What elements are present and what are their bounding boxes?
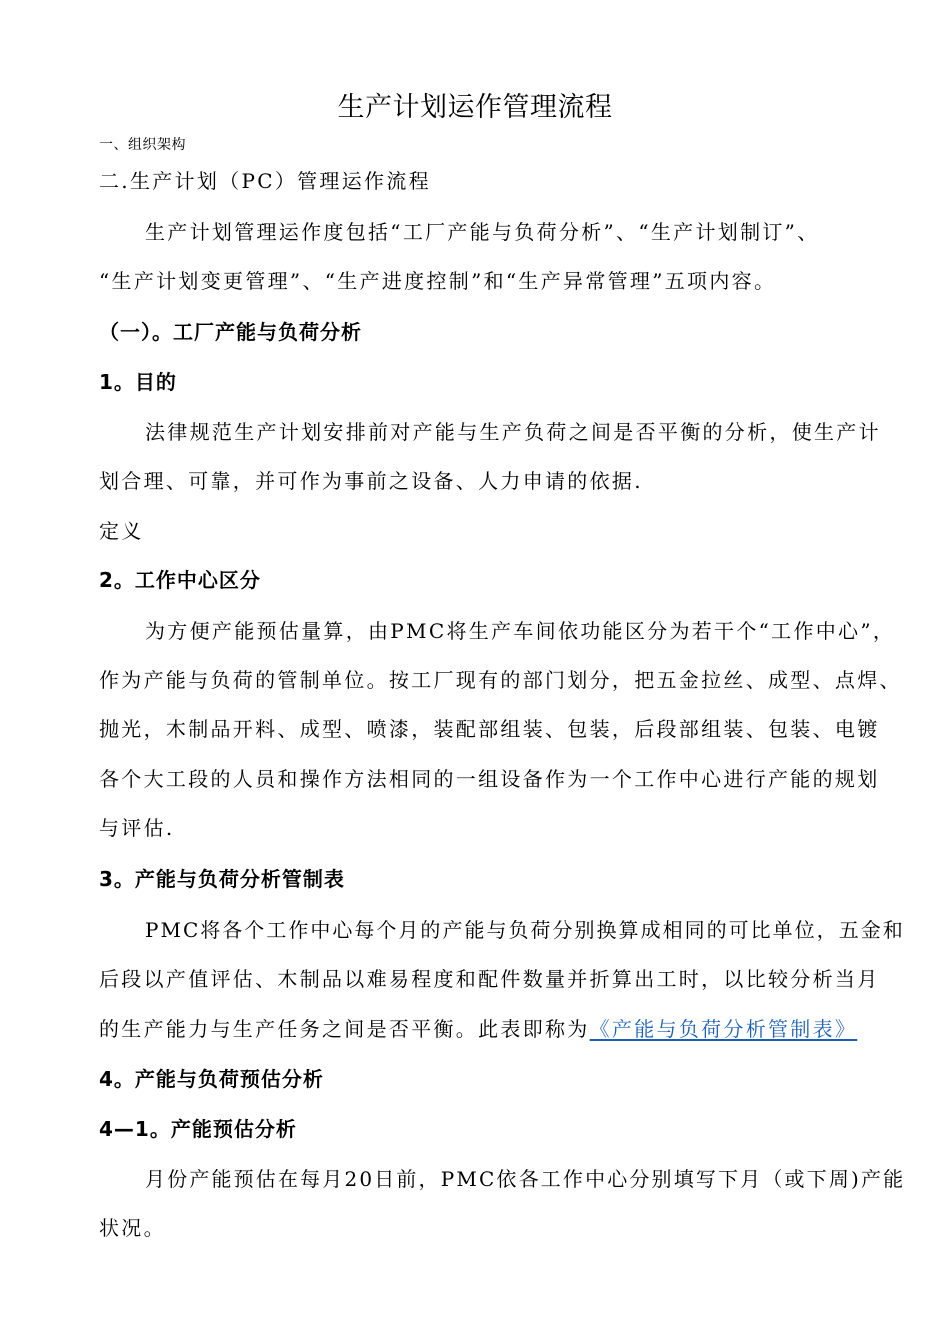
table-desc-line-1: PMC将各个工作中心每个月的产能与负荷分别换算成相同的可比单位，五金和 <box>145 918 905 942</box>
capacity-load-table-link[interactable]: 《产能与负荷分析管制表》 <box>589 1017 858 1041</box>
definition-label: 定义 <box>99 519 144 543</box>
document-title: 生产计划运作管理流程 <box>337 92 613 123</box>
section-heading-org: 一、组织架构 <box>99 137 186 153</box>
heading-forecast: 4。产能与负荷预估分析 <box>99 1067 324 1091</box>
heading-purpose: 1。目的 <box>99 370 177 394</box>
workcenter-line-1: 为方便产能预估量算，由PMC将生产车间依功能区分为若干个“工作中心”， <box>145 619 896 643</box>
intro-paragraph-line-2: “生产计划变更管理”、“生产进度控制”和“生产异常管理”五项内容。 <box>99 269 777 293</box>
table-desc-line-3 <box>99 1016 857 1042</box>
workcenter-line-4: 各个大工段的人员和操作方法相同的一组设备作为一个工作中心进行产能的规划 <box>99 767 880 791</box>
heading-workcenter: 2。工作中心区分 <box>99 568 261 592</box>
table-desc-line-2: 后段以产值评估、木制品以难易程度和配件数量并折算出工时，以比较分析当月 <box>99 967 880 991</box>
heading-forecast-1: 4—1。产能预估分析 <box>99 1117 297 1141</box>
table-desc-text: 的生产能力与生产任务之间是否平衡。此表即称为 <box>99 1017 590 1041</box>
heading-analysis-table: 3。产能与负荷分析管制表 <box>99 867 345 891</box>
intro-paragraph-line-1: 生产计划管理运作度包括“工厂产能与负荷分析”、“生产计划制订”、 <box>145 220 820 244</box>
workcenter-line-2: 作为产能与负荷的管制单位。按工厂现有的部门划分，把五金拉丝、成型、点焊、 <box>99 668 902 692</box>
purpose-line-2: 划合理、可靠，并可作为事前之设备、人力申请的依据. <box>99 469 643 493</box>
purpose-line-1: 法律规范生产计划安排前对产能与生产负荷之间是否平衡的分析，使生产计 <box>145 420 881 444</box>
section-heading-pc: 二.生产计划（PC）管理运作流程 <box>99 169 431 193</box>
forecast-line-1: 月份产能预估在每月20日前，PMC依各工作中心分别填写下月（或下周)产能 <box>145 1167 906 1191</box>
forecast-line-2: 状况。 <box>99 1216 166 1240</box>
workcenter-line-5: 与评估. <box>99 816 175 840</box>
workcenter-line-3: 抛光，木制品开料、成型、喷漆，装配部组装、包装，后段部组装、包装、电镀 <box>99 717 880 741</box>
heading-part-1: （一）。工厂产能与负荷分析 <box>99 320 362 344</box>
